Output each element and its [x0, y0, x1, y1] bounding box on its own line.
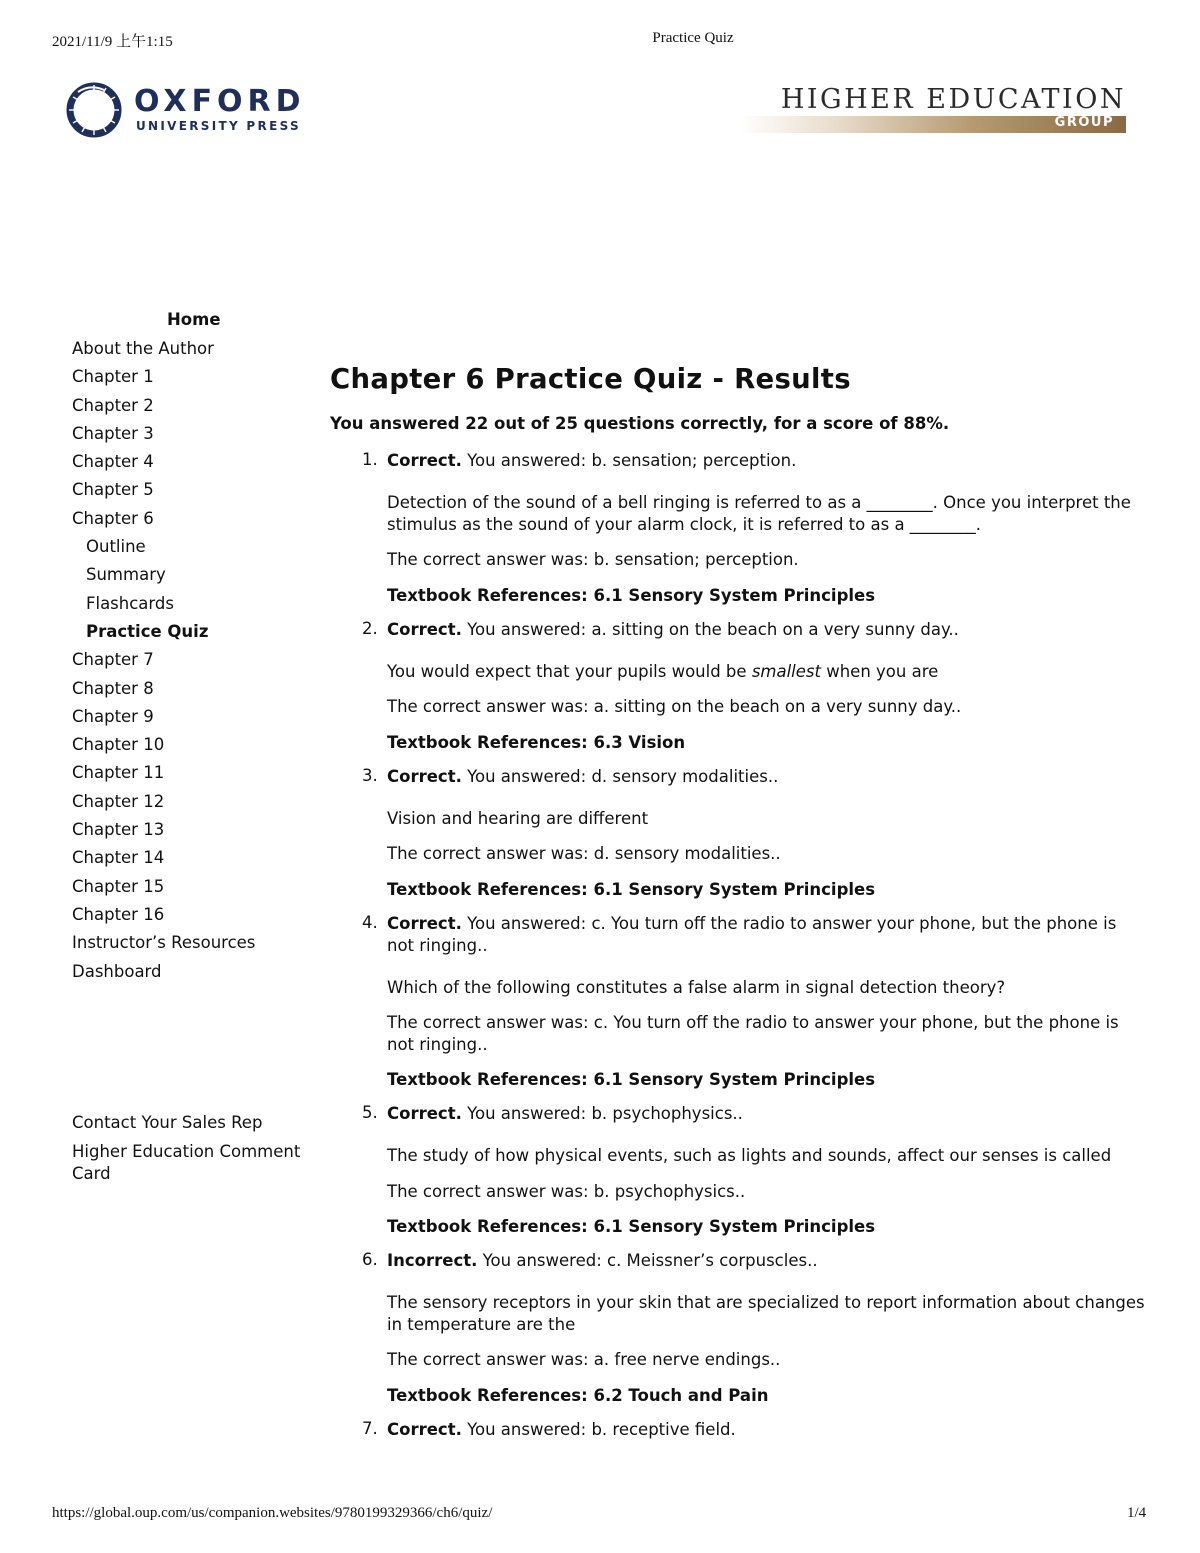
your-answer: You answered: b. sensation; perception.: [461, 451, 797, 470]
nav-item-chapter-2[interactable]: Chapter 2: [72, 395, 154, 415]
question-item: [330, 1419, 1145, 1441]
nav-item-chapter-5[interactable]: Chapter 5: [72, 480, 154, 500]
page-title: Chapter 6 Practice Quiz - Results: [330, 363, 851, 395]
your-answer: You answered: b. receptive field.: [461, 1419, 736, 1439]
sidebar-bottom-links: [72, 1112, 322, 1192]
question-prompt: Which of the following constitutes a false alarm in signal detection theory?: [387, 977, 1006, 997]
textbook-reference: Textbook References: 6.3 Vision: [387, 732, 686, 752]
comment-card-link[interactable]: Higher Education Comment Card: [72, 1142, 301, 1183]
question-verdict: Correct.: [387, 619, 462, 639]
print-page-number: 1/4: [1127, 1505, 1147, 1521]
higher-education-group-logo[interactable]: [740, 84, 1130, 136]
question-verdict: Correct.: [387, 913, 462, 933]
question-verdict-line: [387, 1250, 1145, 1272]
textbook-reference: Textbook References: 6.1 Sensory System Principles: [387, 879, 876, 899]
print-url: https://global.oup.com/us/companion.websites/9780199329366/ch6/quiz/: [52, 1505, 493, 1521]
question-prompt: The study of how physical events, such as lights and sounds, affect our senses is called: [387, 1146, 1112, 1165]
sidebar-nav: [72, 308, 322, 988]
nav-item-chapter-7[interactable]: Chapter 7: [72, 650, 154, 670]
your-answer: You answered: c. You turn off the radio to answer your phone, but the phone is not ringing..: [387, 913, 1117, 955]
question-number: 7.: [362, 1418, 378, 1438]
question-verdict: Correct.: [387, 451, 462, 470]
question-item: [330, 766, 1145, 901]
group-wordmark: GROUP: [1054, 115, 1114, 130]
question-number: 3.: [362, 765, 378, 785]
oxford-ring-icon: [66, 82, 122, 138]
nav-item-chapter-3[interactable]: Chapter 3: [72, 423, 154, 443]
question-number: 1.: [362, 450, 378, 469]
textbook-reference: Textbook References: 6.1 Sensory System Principles: [387, 1070, 876, 1089]
nav-item-dashboard[interactable]: Dashboard: [72, 961, 162, 981]
nav-home-link[interactable]: Home: [167, 310, 221, 329]
your-answer: You answered: c. Meissner’s corpuscles..: [477, 1251, 818, 1270]
group-bar: [740, 116, 1126, 133]
nav-item-outline[interactable]: Outline: [86, 537, 146, 557]
question-verdict-line: [387, 450, 1145, 472]
question-number: 4.: [362, 912, 378, 932]
textbook-reference: Textbook References: 6.2 Touch and Pain: [387, 1385, 769, 1405]
question-item: [330, 619, 1145, 754]
question-item: [330, 1103, 1145, 1238]
question-verdict-line: [387, 1103, 1145, 1125]
question-item: [330, 1250, 1145, 1407]
contact-sales-rep-link[interactable]: Contact Your Sales Rep: [72, 1113, 263, 1132]
nav-item-chapter-12[interactable]: Chapter 12: [72, 791, 165, 811]
question-list: [330, 450, 1145, 1441]
university-press-wordmark: UNIVERSITY PRESS: [136, 119, 301, 133]
nav-item-practice-quiz[interactable]: Practice Quiz: [86, 621, 209, 641]
oxford-university-press-logo[interactable]: [66, 82, 316, 142]
nav-item-chapter-9[interactable]: Chapter 9: [72, 706, 154, 726]
question-verdict-line: [387, 913, 1145, 957]
question-item: [330, 913, 1145, 1092]
oxford-wordmark: OXFORD: [134, 84, 306, 119]
question-number: 6.: [362, 1250, 378, 1269]
nav-item-chapter-10[interactable]: Chapter 10: [72, 735, 165, 755]
question-item: [330, 450, 1145, 607]
question-prompt: Vision and hearing are different: [387, 808, 649, 828]
your-answer: You answered: a. sitting on the beach on a very sunny day..: [461, 619, 959, 639]
question-verdict-line: [387, 1419, 1145, 1441]
nav-item-chapter-11[interactable]: Chapter 11: [72, 763, 165, 783]
nav-item-instructor-s-resources[interactable]: Instructor’s Resources: [72, 933, 256, 953]
print-datetime: 2021/11/9 上午1:15: [52, 34, 173, 50]
nav-item-chapter-16[interactable]: Chapter 16: [72, 904, 165, 924]
your-answer: You answered: b. psychophysics..: [461, 1104, 743, 1123]
nav-item-flashcards[interactable]: Flashcards: [86, 593, 174, 613]
nav-item-about-the-author[interactable]: About the Author: [72, 339, 214, 358]
nav-item-chapter-15[interactable]: Chapter 15: [72, 876, 165, 896]
textbook-reference: Textbook References: 6.1 Sensory System Principles: [387, 585, 876, 605]
question-verdict: Correct.: [387, 1419, 462, 1439]
question-verdict: Incorrect.: [387, 1251, 478, 1270]
higher-education-wordmark: HIGHER EDUCATION: [780, 84, 1126, 115]
correct-answer: The correct answer was: a. free nerve endings..: [387, 1350, 781, 1369]
question-verdict: Correct.: [387, 766, 462, 786]
score-summary: You answered 22 out of 25 questions correctly, for a score of 88%.: [330, 414, 950, 433]
nav-list: [72, 337, 322, 988]
textbook-reference: Textbook References: 6.1 Sensory System Principles: [387, 1217, 876, 1236]
print-page-title: Practice Quiz: [652, 30, 734, 46]
your-answer: You answered: d. sensory modalities..: [461, 766, 779, 786]
question-number: 2.: [362, 618, 378, 638]
correct-answer: The correct answer was: d. sensory modalities..: [387, 844, 781, 863]
nav-item-chapter-8[interactable]: Chapter 8: [72, 678, 154, 698]
question-verdict: Correct.: [387, 1104, 462, 1123]
nav-item-summary[interactable]: Summary: [86, 565, 166, 585]
question-number: 5.: [362, 1103, 378, 1122]
nav-item-chapter-14[interactable]: Chapter 14: [72, 848, 165, 868]
question-prompt: The sensory receptors in your skin that are specialized to report information about changes in temperature are the: [387, 1293, 1145, 1334]
nav-item-chapter-6[interactable]: Chapter 6: [72, 508, 154, 528]
nav-item-chapter-4[interactable]: Chapter 4: [72, 452, 154, 472]
correct-answer: The correct answer was: c. You turn off the radio to answer your phone, but the phone is not ringing..: [387, 1013, 1119, 1054]
question-prompt: You would expect that your pupils would be smallest when you are: [387, 661, 939, 681]
question-prompt: Detection of the sound of a bell ringing is referred to as a ________. Once you interpret the stimulus as the sound of your alarm clock, it is referred to as a ________.: [387, 493, 1131, 534]
correct-answer: The correct answer was: b. psychophysics..: [387, 1181, 746, 1201]
question-verdict-line: [387, 619, 1145, 641]
correct-answer: The correct answer was: b. sensation; perception.: [387, 550, 799, 569]
correct-answer: The correct answer was: a. sitting on the beach on a very sunny day..: [387, 697, 962, 716]
main-content: [330, 358, 1145, 1441]
nav-item-chapter-13[interactable]: Chapter 13: [72, 820, 165, 840]
question-verdict-line: [387, 766, 1145, 788]
nav-item-chapter-1[interactable]: Chapter 1: [72, 367, 154, 387]
